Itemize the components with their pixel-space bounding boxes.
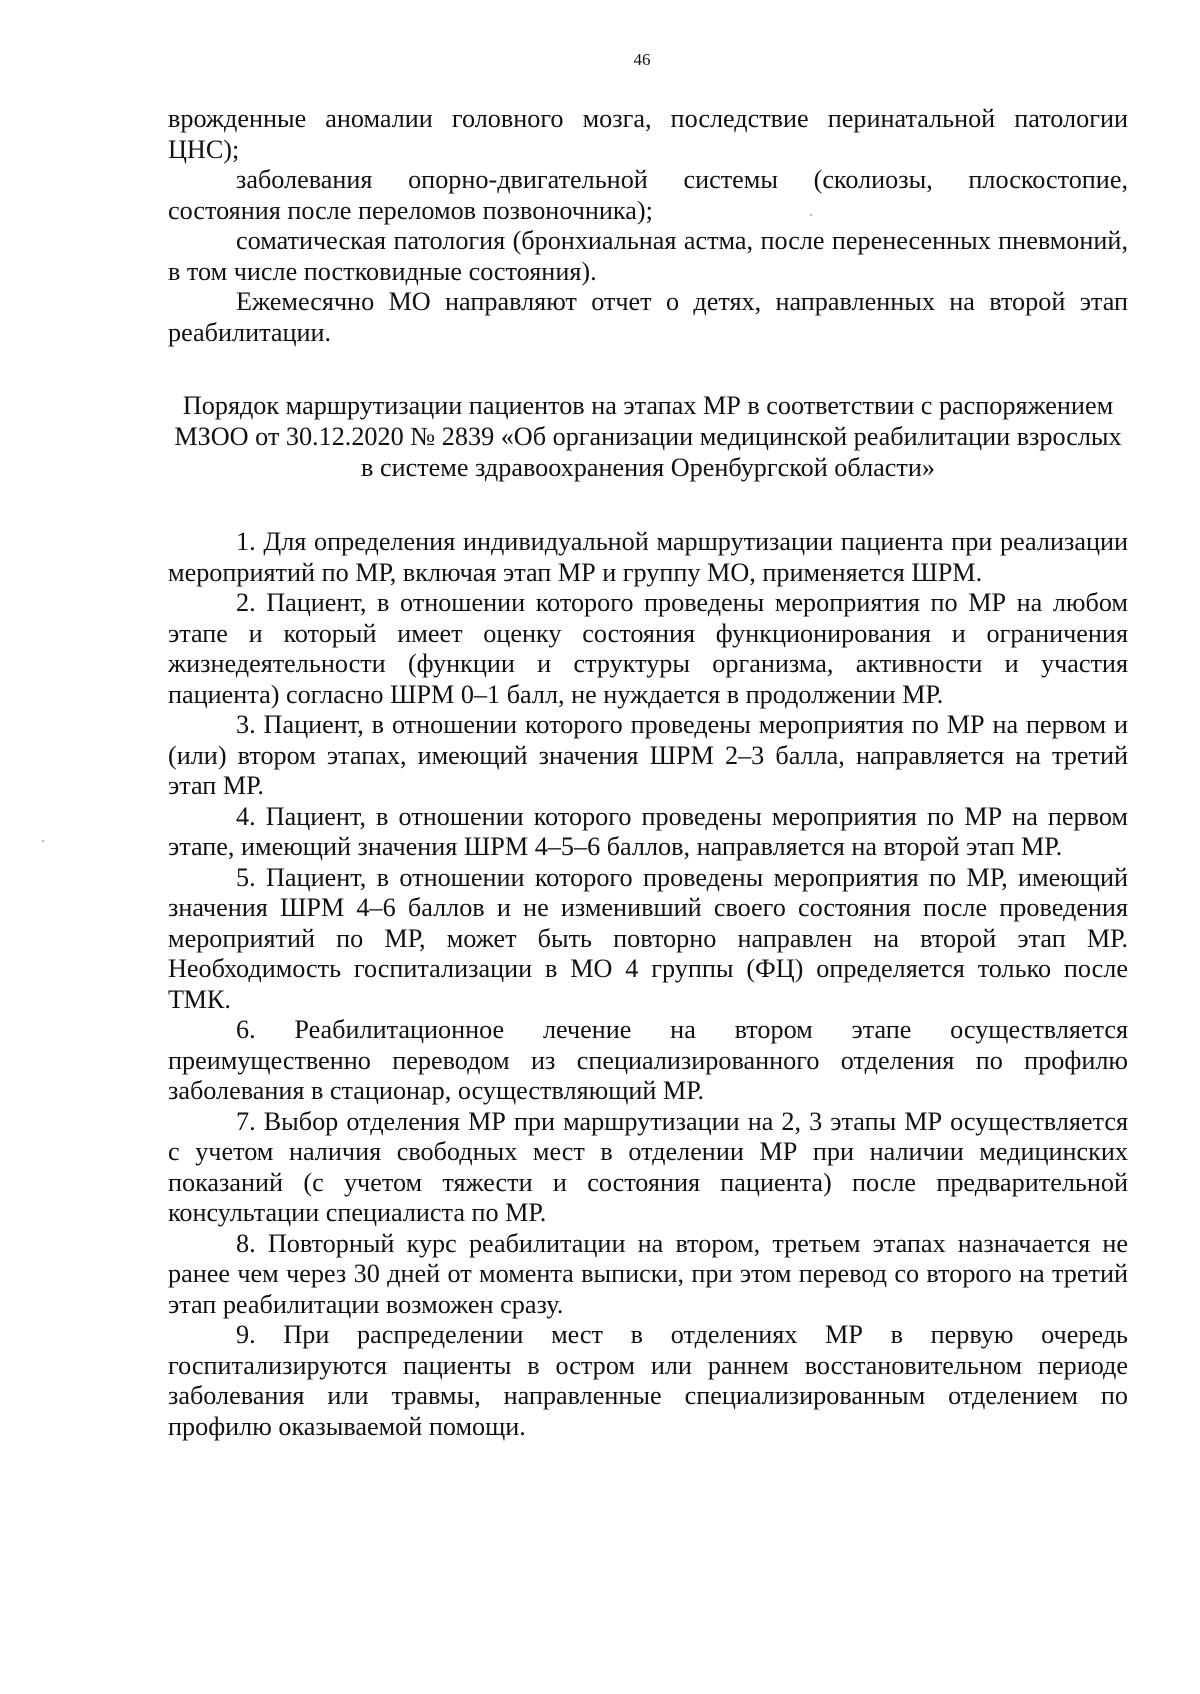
list-item-4: 4. Пациент, в отношении которого проведены мероприятия по МР на первом этапе, имеющий значения ШРМ 4–5–6 баллов, направляется на второй этап МР. [168,801,1128,861]
document-body [168,104,1128,1442]
list-item-3: 3. Пациент, в отношении которого проведены мероприятия по МР на первом и (или) втором этапах, имеющий значения ШРМ 2–3 балла, направляется на третий этап МР. [168,710,1128,800]
scan-speck-mark [42,840,44,842]
scan-speck-mark [810,214,812,216]
section-heading: Порядок маршрутизации пациентов на этапах МР в соответствии с распоряжением МЗОО от 30.12.2020 № 2839 «Об организации медицинской реабилитации взрослых в системе здравоохранения Оренбургской области» [174,391,1122,482]
paragraph-musculoskeletal: заболевания опорно-двигательной системы (сколиозы, плоскостопие, состояния после переломов позвоночника); [168,165,1128,225]
paragraph-monthly-report: Ежемесячно МО направляют отчет о детях, направленных на второй этап реабилитации. [168,287,1128,347]
paragraph-congenital-anomalies: врожденные аномалии головного мозга, последствие перинатальной патологии ЦНС); [168,104,1128,164]
list-item-1: 1. Для определения индивидуальной маршрутизации пациента при реализации мероприятий по МР, включая этап МР и группу МО, применяется ШРМ. [168,527,1128,587]
list-item-9: 9. При распределении мест в отделениях МР в первую очередь госпитализируются пациенты в остром или раннем восстановительном периоде заболевания или травмы, направленные специализированным отделением по профилю оказываемой помощи. [168,1320,1128,1441]
list-item-2: 2. Пациент, в отношении которого проведены мероприятия по МР на любом этапе и который имеет оценку состояния функционирования и ограничения жизнедеятельности (функции и структуры организма, активности и участия пациента) согласно ШРМ 0–1 балл, не нуждается в продолжении МР. [168,588,1128,709]
page-number: 46 [633,50,651,69]
list-item-7: 7. Выбор отделения МР при маршрутизации на 2, 3 этапы МР осуществляется с учетом наличия свободных мест в отделении МР при наличии медицинских показаний (с учетом тяжести и состояния пациента) после предварительной консультации специалиста по МР. [168,1106,1128,1227]
paragraph-somatic-pathology: соматическая патология (бронхиальная астма, после перенесенных пневмоний, в том числе постковидные состояния). [168,226,1128,286]
list-item-8: 8. Повторный курс реабилитации на втором, третьем этапах назначается не ранее чем через 30 дней от момента выписки, при этом перевод со второго на третий этап реабилитации возможен сразу. [168,1228,1128,1319]
list-item-6: 6. Реабилитационное лечение на втором этапе осуществляется преимущественно переводом из специализированного отделения по профилю заболевания в стационар, осуществляющий МР. [168,1015,1128,1105]
list-item-5: 5. Пациент, в отношении которого проведены мероприятия по МР, имеющий значения ШРМ 4–6 баллов и не изменивший своего состояния после проведения мероприятий по МР, может быть повторно направлен на второй этап МР. Необходимость госпитализации в МО 4 группы (ФЦ) определяется только после ТМК. [168,862,1128,1014]
